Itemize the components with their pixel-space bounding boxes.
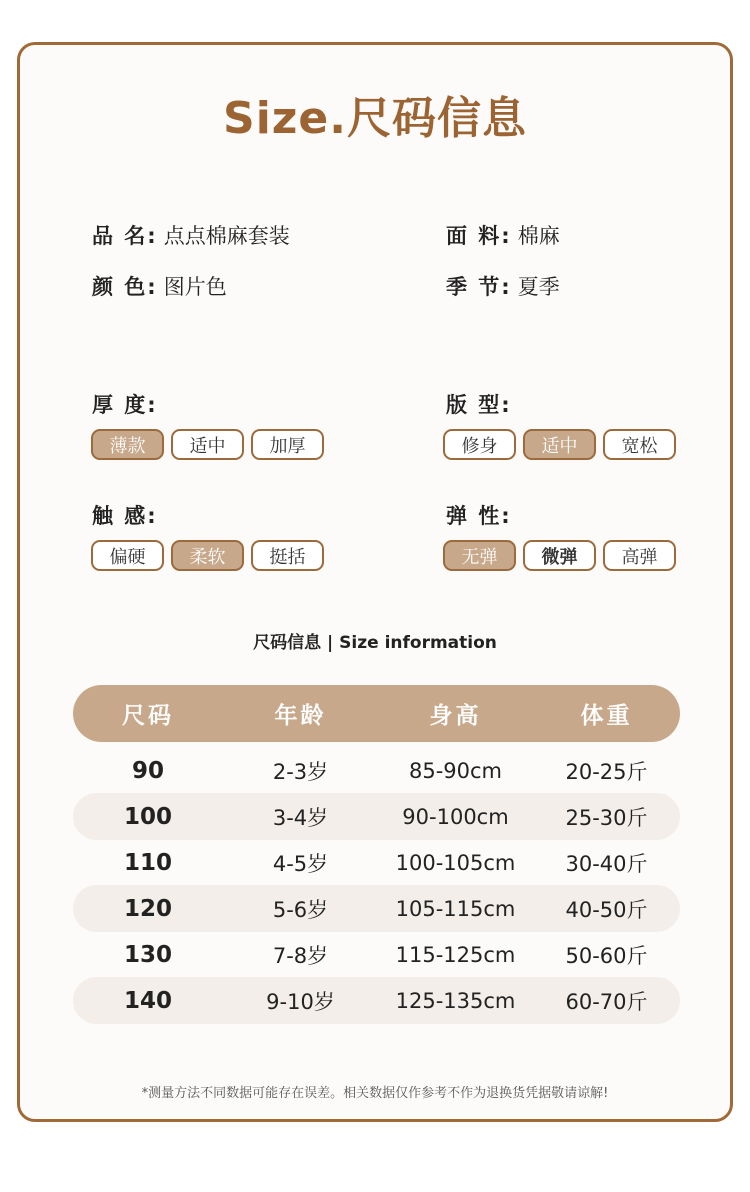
header-age: 年龄 [274,703,327,729]
disclaimer-footnote: *测量方法不同数据可能存在误差。相关数据仅作参考不作为退换货凭据敬请谅解! [141,1086,609,1101]
elasticity-option[interactable]: 高弹 [603,540,676,571]
table-row [73,931,680,978]
cell-weight: 25-30斤 [565,805,648,830]
table-row [73,747,680,794]
cell-age: 3-4岁 [272,805,329,830]
fit-option[interactable]: 适中 [523,429,596,460]
elasticity-option[interactable]: 微弹 [523,540,596,571]
info-fabric [446,220,560,250]
cell-weight: 40-50斤 [565,897,648,922]
cell-weight: 20-25斤 [565,759,648,784]
info-name-label: 品 名: [92,224,158,248]
cell-height: 105-115cm [395,896,516,921]
fit-option[interactable]: 宽松 [603,429,676,460]
info-name-value: 点点棉麻套装 [163,224,290,248]
cell-height: 125-135cm [395,988,516,1013]
cell-weight: 50-60斤 [565,943,648,968]
cell-height: 115-125cm [395,942,516,967]
elasticity-options [443,540,676,571]
fit-label: 版 型: [446,393,512,417]
table-row [73,977,680,1024]
elasticity-label: 弹 性: [446,504,512,528]
info-fabric-value: 棉麻 [517,224,560,248]
thickness-option[interactable]: 适中 [171,429,244,460]
fit-options [443,429,676,460]
info-fabric-label: 面 料: [446,224,512,248]
page-title: Size.尺码信息 [223,93,527,144]
info-color-label: 颜 色: [92,275,158,299]
cell-size: 140 [123,987,172,1014]
size-table-header [73,685,680,742]
thickness-option[interactable]: 加厚 [251,429,324,460]
info-season-value: 夏季 [517,275,560,299]
touch-option[interactable]: 柔软 [171,540,244,571]
cell-size: 100 [123,803,172,830]
cell-age: 9-10岁 [266,989,335,1014]
header-size: 尺码 [122,703,174,729]
cell-age: 5-6岁 [272,897,329,922]
cell-size: 110 [123,849,172,876]
cell-size: 90 [131,757,164,784]
cell-height: 90-100cm [402,804,509,829]
section-subtitle: 尺码信息 | Size information [253,633,497,653]
cell-age: 4-5岁 [272,851,329,876]
touch-option[interactable]: 挺括 [251,540,324,571]
cell-age: 2-3岁 [272,759,329,784]
header-height: 身高 [429,703,482,729]
info-season-label: 季 节: [446,275,512,299]
table-row [73,885,680,932]
info-color-value: 图片色 [163,275,227,299]
thickness-option[interactable]: 薄款 [91,429,164,460]
cell-size: 130 [123,941,172,968]
header-weight: 体重 [580,703,633,729]
touch-options [91,540,324,571]
cell-weight: 30-40斤 [565,851,648,876]
touch-label: 触 感: [92,504,158,528]
thickness-options [91,429,324,460]
info-color [92,271,227,301]
table-row [73,839,680,886]
elasticity-option[interactable]: 无弹 [443,540,516,571]
cell-size: 120 [123,895,172,922]
info-season [446,271,560,301]
info-name [92,220,290,250]
cell-height: 100-105cm [395,850,516,875]
cell-weight: 60-70斤 [565,989,648,1014]
table-row [73,793,680,840]
cell-height: 85-90cm [408,758,503,783]
touch-option[interactable]: 偏硬 [91,540,164,571]
thickness-label: 厚 度: [92,393,158,417]
fit-option[interactable]: 修身 [443,429,516,460]
cell-age: 7-8岁 [272,943,329,968]
